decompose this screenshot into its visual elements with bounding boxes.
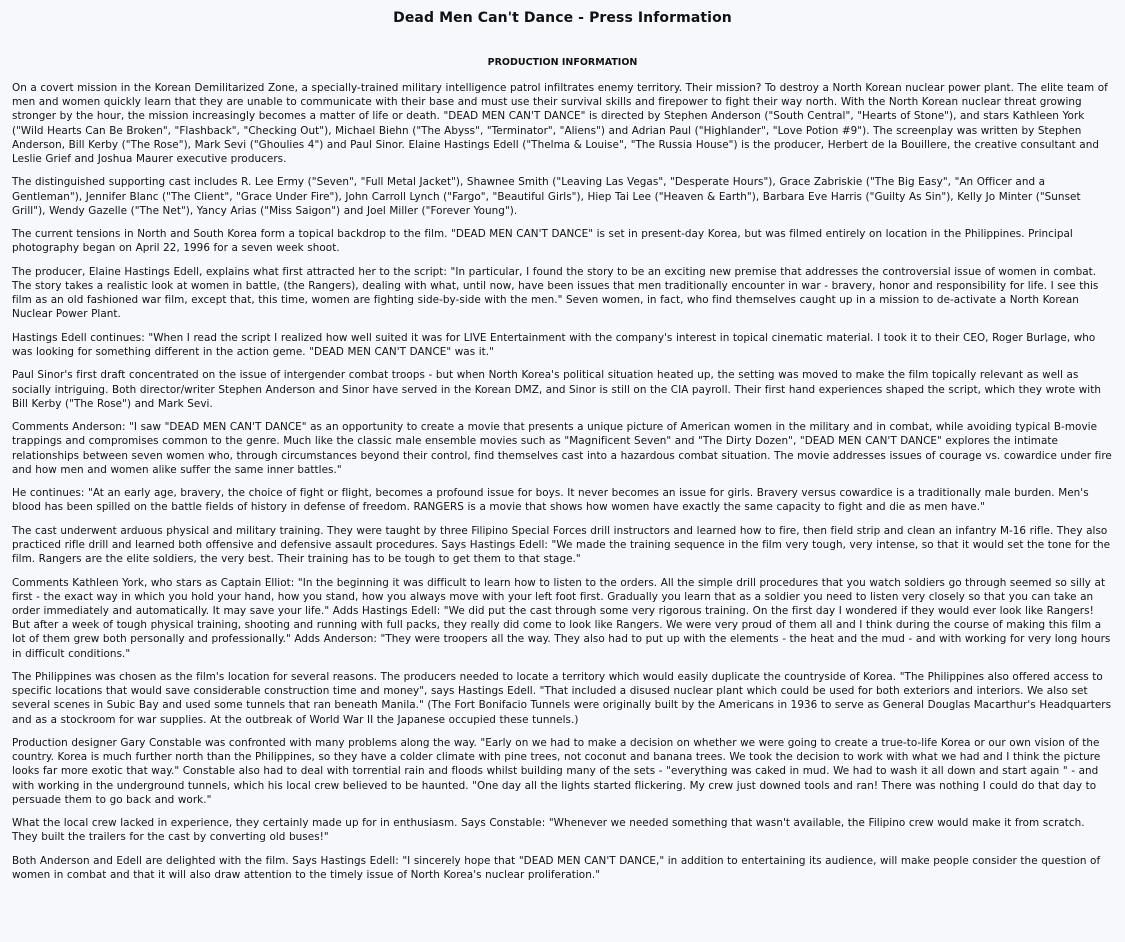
paragraph-supporting-cast: The distinguished supporting cast includes R. Lee Ermy ("Seven", "Full Metal Jacket"), Shawnee Smith ("Leaving Las Vegas", "Desperate Hours"), Grace Zabriskie ("The Big Easy", "An Officer and a Gentleman"), Jennifer Blanc ("The Client", "Grace Under Fire"), John Carroll Lynch ("Fargo", "Beautiful Girls"), Hiep Tai Lee ("Heaven & Earth"), Barbara Eve Harris ("Guilty As Sin"), Kelly Jo Minter ("Sunset Grill"), Wendy Gazelle ("The Net"), Yancy Arias ("Miss Saigon") and Joel Miller ("Forever Young").	[12, 176, 1081, 217]
paragraph-closing: Both Anderson and Edell are delighted with the film. Says Hastings Edell: "I sincerely hope that "DEAD MEN CAN'T DANCE," in addition to entertaining its audience, will make people consider the question of women in combat and that it will also draw attention to the timely issue of North Korea's nuclear proliferation."	[12, 854, 1101, 881]
paragraph-backdrop: The current tensions in North and South Korea form a topical backdrop to the film. "DEAD MEN CAN'T DANCE" is set in present-day Korea, but was filmed entirely on location in the Philippines. Principal photography began on April 22, 1996 for a seven week shoot.	[12, 228, 1073, 255]
paragraph-anderson-comments: Comments Anderson: "I saw "DEAD MEN CAN'T DANCE" as an opportunity to create a movie that presents a unique picture of American women in the military and in combat, while avoiding typical B-movie trappings and compromises common to the genre. Much like the classic male ensemble movies such as "Magnificent Seven" and "The Dirty Dozen", "DEAD MEN CAN'T DANCE" explores the intimate relationships between seven women who, through circumstances beyond their control, find themselves cast into a hazardous combat situation. The movie addresses issues of courage vs. cowardice under fire and how men and women alike suffer the same inner battles."	[12, 421, 1112, 476]
section-heading: PRODUCTION INFORMATION	[487, 57, 638, 68]
paragraph-edell-continues: Hastings Edell continues: "When I read the script I realized how well suited it was for LIVE Entertainment with the company's interest in topical cinematic material. I took it to their CEO, Roger Burlage, who was looking for something different in the action geme. "DEAD MEN CAN'T DANCE" was it."	[12, 331, 1096, 358]
paragraph-anderson-continues: He continues: "At an early age, bravery, the choice of fight or flight, becomes a profound issue for boys. It never becomes an issue for girls. Bravery versus cowardice is a traditionally male burden. Men's blood has been spilled on the battle fields of history in defense of freedom. RANGERS is a movie that shows how women have exactly the same capacity to fight and die as men have."	[12, 487, 1089, 514]
paragraph-local-crew: What the local crew lacked in experience, they certainly made up for in enthusiasm. Says Constable: "Whenever we needed something that wasn't available, the Filipino crew would make it from scratch. They built the trailers for the cast by converting old buses!"	[12, 817, 1085, 844]
paragraph-york-comments: Comments Kathleen York, who stars as Captain Elliot: "In the beginning it was difficult to learn how to listen to the orders. All the simple drill procedures that you watch soldiers go through seemed so silly at first - the exact way in which you hold your hand, how you stand, how you always move with your left foot first. Gradually you learn that as a soldier you need to listen very closely so that you can take an order immediately and automatically. It may save your life." Adds Hastings Edell: "We did put the cast through some very rigorous training. On the first day I wondered if they would ever look like Rangers! But after a week of tough physical training, shooting and running with full packs, they really did come to look like Rangers. We were very proud of them all and I think during the course of making this film a lot of them grew both personally and professionally." Adds Anderson: "They were troopers all the way. They also had to put up with the elements - the heat and the mud - and with working for very long hours in difficult conditions."	[12, 576, 1111, 660]
paragraph-producer-quote: The producer, Elaine Hastings Edell, explains what first attracted her to the script: "In particular, I found the story to be an exciting new premise that addresses the controversial issue of women in combat. The story takes a realistic look at women in battle, (the Rangers), dealing with what, until now, have been issues that men traditionally encounter in war - bravery, honor and responsibility for life. I see this film as an old fashioned war film, except that, this time, women are fighting side-by-side with the men." Seven women, in fact, who find themselves caught up in a mission to de-activate a North Korean Nuclear Power Plant.	[12, 265, 1099, 321]
document-body	[12, 81, 1113, 882]
paragraph-first-draft: Paul Sinor's first draft concentrated on the issue of intergender combat troops - but when North Korea's political situation heated up, the setting was moved to make the film topically relevant as well as socially intriguing. Both director/writer Stephen Anderson and Sinor have served in the Korean DMZ, and Sinor is still on the CIA payroll. Their first hand experiences shaped the script, which they wrote with Bill Kerby ("The Rose") and Mark Sevi.	[12, 369, 1101, 410]
paragraph-production-design: Production designer Gary Constable was confronted with many problems along the way. "Early on we had to make a decision on whether we were going to create a true-to-life Korea or our own vision of the country. Korea is much further north than the Philippines, so they have a colder climate with pine trees, not coconut and banana trees. We took the decision to work with what we had and I think the picture looks far more exotic that way." Constable also had to deal with torrential rain and floods whilst building many of the sets - "everything was caked in mud. We had to wash it all down and start again " - and with working in the underground tunnels, which his local crew believed to be haunted. "One day all the lights started flickering. My crew just downed tools and ran! There was nothing I could do that day to persuade them to go back and work."	[12, 736, 1101, 806]
page-title: Dead Men Can't Dance - Press Information	[393, 10, 732, 26]
paragraph-location: The Philippines was chosen as the film's location for several reasons. The producers needed to locate a territory which would easily duplicate the countryside of Korea. "The Philippines also offered access to specific locations that would save considerable construction time and money", says Hastings Edell. "That included a disused nuclear plant which could be used for both exteriors and interiors. We also set several scenes in Subic Bay and used some tunnels that ran beneath Manila." (The Fort Bonifacio Tunnels were originally built by the Americans in 1936 to serve as General Douglas Macarthur's Headquarters and as a stockroom for war supplies. At the outbreak of World War II the Japanese occupied these tunnels.)	[12, 670, 1112, 726]
paragraph-training: The cast underwent arduous physical and military training. They were taught by three Filipino Special Forces drill instructors and learned how to fire, then field strip and clean an infantry M-16 rifle. They also practiced rifle drill and learned both offensive and defensive assault procedures. Says Hastings Edell: "We made the training sequence in the film very tough, very intense, so that it would set the tone for the film. Rangers are the elite soldiers, the very best. Their training has to be tough to get them to that stage."	[12, 524, 1111, 566]
paragraph-synopsis: On a covert mission in the Korean Demilitarized Zone, a specially-trained military intelligence patrol infiltrates enemy territory. Their mission? To destroy a North Korean nuclear power plant. The elite team of men and women quickly learn that they are unable to communicate with their base and must use their survival skills and firepower to fight their way north. With the North Korean nuclear threat growing stronger by the hour, the mission increasingly becomes a matter of life or death. "DEAD MEN CAN'T DANCE" is directed by Stephen Anderson ("South Central", "Hearts of Stone"), and stars Kathleen York ("Wild Hearts Can Be Broken", "Flashback", "Checking Out"), Michael Biehn ("The Abyss", "Terminator", "Aliens") and Adrian Paul ("Highlander", "Love Potion #9"). The screenplay was written by Stephen Anderson, Bill Kerby ("The Rose"), Mark Sevi ("Ghoulies 4") and Paul Sinor. Elaine Hastings Edell ("Thelma & Louise", "The Russia House") is the producer, Herbert de la Bouillere, the creative consultant and Leslie Grief and Joshua Maurer executive producers.	[12, 82, 1108, 166]
